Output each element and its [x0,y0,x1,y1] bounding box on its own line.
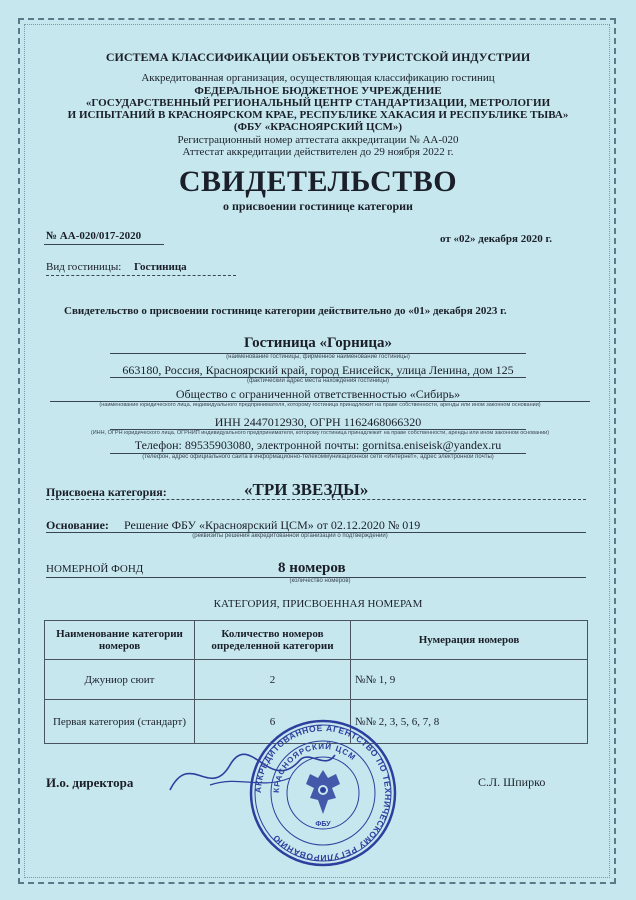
accredited-org-line: Аккредитованная организация, осуществляющая классификацию гостиниц [141,72,495,84]
hotel-type-label: Вид гостиницы: [46,261,122,273]
system-title: СИСТЕМА КЛАССИФИКАЦИИ ОБЪЕКТОВ ТУРИСТСКОЙ ИНДУСТРИИ [105,50,531,64]
registration-number: Регистрационный номер аттестата аккредитации № АА-020 [177,134,459,146]
accreditation-valid-until: Аттестат аккредитации действителен до 29 ноября 2022 г. [182,146,454,158]
certificate-number: № АА-020/017-2020 [46,230,142,242]
certificate-number-underline [44,244,164,245]
hotel-address: 663180, Россия, Красноярский край, город Енисейск, улица Ленина, дом 125 [122,363,514,377]
validity-statement: Свидетельство о присвоении гостинице категории действительно до «01» декабря 2023 г. [64,305,507,317]
hotel-name-caption: (наименование гостиницы, фирменное наименование гостиницы) [226,354,410,360]
official-seal-icon [248,718,398,868]
room-fund-caption: (количество номеров) [289,578,351,584]
certificate-date: от «02» декабря 2020 г. [440,233,552,245]
inn-caption: (ИНН, ОГРН юридического лица, ОГРНИП индивидуального предпринимателя, которому гостиница принадлежит на праве собственности, аренды или ином законном основании) [90,430,550,436]
col-header-count: Количество номеров определенной категории [195,621,351,660]
row-count: 6 [195,700,351,744]
owner-caption: (наименование юридического лица, индивидуального предпринимателя, которому гостиница принадлежит на праве собственности, аренды или ином законном основании) [99,402,541,408]
col-header-category: Наименование категории номеров [45,621,195,660]
table-row [45,660,588,700]
org-short-name: (ФБУ «КРАСНОЯРСКИЙ ЦСМ») [233,121,403,133]
org-line-1: ФЕДЕРАЛЬНОЕ БЮДЖЕТНОЕ УЧРЕЖДЕНИЕ [194,85,442,97]
room-fund-value: 8 номеров [278,560,346,576]
org-line-2: «ГОСУДАРСТВЕННЫЙ РЕГИОНАЛЬНЫЙ ЦЕНТР СТАНДАРТИЗАЦИИ, МЕТРОЛОГИИ [85,97,551,109]
rooms-table-title: КАТЕГОРИЯ, ПРИСВОЕННАЯ НОМЕРАМ [213,598,423,610]
table-header-row [45,621,588,660]
hotel-type-value: Гостиница [134,261,187,273]
basis-label: Основание: [46,518,109,532]
basis-caption: (реквизиты решения аккредитованной организации о подтверждении) [192,533,388,539]
category-value: «ТРИ ЗВЕЗДЫ» [244,480,369,499]
category-underline [46,499,586,500]
stamp-center-text: ФБУ [315,821,331,828]
inn-ogrn: ИНН 2447012930, ОГРН 1162468066320 [214,415,422,429]
row-category: Джуниор сюит [45,660,195,700]
signatory-name: С.Л. Шпирко [478,775,546,789]
hotel-address-caption: (фактический адрес места нахождения гостиницы) [246,378,390,384]
stamp-inner-text: КРАСНОЯРСКИЙ ЦСМ [271,741,358,794]
stamp-outer-text: АККРЕДИТОВАННОЕ АГЕНТСТВО ПО ТЕХНИЧЕСКОМУ РЕГУЛИРОВАНИЮ [252,722,394,864]
hotel-type-underline [46,275,236,276]
document-title: СВИДЕТЕЛЬСТВО [178,165,458,198]
document-subtitle: о присвоении гостинице категории [223,199,413,213]
row-numbers: №№ 1, 9 [351,660,588,700]
row-count: 2 [195,660,351,700]
room-fund-label: НОМЕРНОЙ ФОНД [46,563,144,575]
hotel-name: Гостиница «Горница» [243,335,393,351]
row-category: Первая категория (стандарт) [45,700,195,744]
category-label: Присвоена категория: [46,485,167,499]
org-line-3: И ИСПЫТАНИЙ В КРАСНОЯРСКОМ КРАЕ, РЕСПУБЛИКЕ ХАКАСИЯ И РЕСПУБЛИКЕ ТЫВА» [67,109,569,121]
contacts-caption: (телефон, адрес официального сайта в информационно-телекоммуникационной сети «Интернет», адрес электронной почты) [142,454,494,460]
basis-value: Решение ФБУ «Красноярский ЦСМ» от 02.12.2020 № 019 [124,518,421,532]
signatory-title: И.о. директора [46,775,134,790]
row-numbers: №№ 2, 3, 5, 6, 7, 8 [351,700,588,744]
col-header-numbering: Нумерация номеров [351,621,588,660]
owner-name: Общество с ограниченной ответственностью «Сибирь» [175,387,461,401]
contacts: Телефон: 89535903080, электронной почты: gornitsa.eniseisk@yandex.ru [134,438,502,452]
